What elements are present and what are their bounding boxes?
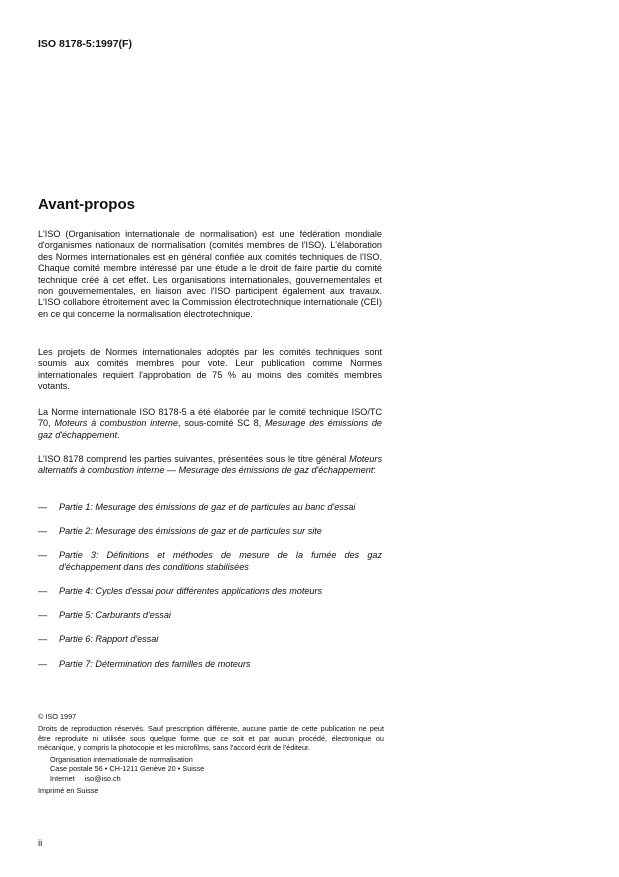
- dash-bullet: —: [38, 634, 48, 645]
- list-item: [38, 659, 382, 670]
- parts-list: [38, 502, 382, 683]
- part-title: Partie 6: Rapport d'essai: [59, 634, 159, 645]
- dash-bullet: —: [38, 502, 48, 512]
- document-id: ISO 8178-5:1997(F): [38, 38, 132, 50]
- internet-address: Internet iso@iso.ch: [50, 773, 121, 783]
- parts-intro-text: L'ISO 8178 comprend les parties suivantes, présentées sous le titre général: [38, 454, 350, 464]
- reproduction-rights: Droits de reproduction réservés. Sauf prescription différente, aucune partie de cette publication ne peut être reproduite ni utilisée sous quelque forme que ce soit et par aucun procédé, électronique ou mécanique, y compris la photocopie et les microfilms, sans l'accord écrit de l'éditeur.: [38, 724, 384, 752]
- list-item: [38, 586, 382, 597]
- foreword-paragraph-committee: La Norme internationale ISO 8178-5 a été élaborée par le comité technique ISO/TC 70, Moteurs à combustion interne, sous-comité SC 8, Mesurage des émissions de gaz d'échappement.: [38, 407, 382, 440]
- subcommittee-text: , sous-comité SC 8,: [178, 418, 265, 429]
- copyright-block: [38, 712, 384, 795]
- part-title: Partie 7: Détermination des familles de moteurs: [59, 658, 251, 669]
- postal-address: Case postale 56 • CH-1211 Genève 20 • Suisse: [50, 764, 205, 774]
- general-title: Moteurs alternatifs à combustion interne — Mesurage des émissions de gaz d'échappement: [38, 454, 382, 476]
- part-title: Partie 2: Mesurage des émissions de gaz et de particules sur site: [59, 526, 322, 537]
- foreword-paragraph-voting: Les projets de Normes internationales adoptés par les comités techniques sont soumis aux comités membres pour vote. Leur publication comme Normes internationales requiert l'approbation de 75 % au moins des comités membres votants.: [38, 347, 382, 392]
- committee-name: Moteurs à combustion interne: [54, 418, 179, 429]
- part-title: Partie 3: Définitions et méthodes de mesure de la fumée des gaz d'échappement dans des conditions stabilisées: [59, 550, 382, 572]
- list-item: [38, 502, 382, 513]
- part-title: Partie 4: Cycles d'essai pour différentes applications des moteurs: [59, 586, 323, 597]
- foreword-paragraph-parts-intro: L'ISO 8178 comprend les parties suivantes, présentées sous le titre général Moteurs alternatifs à combustion interne — Mesurage des émissions de gaz d'échappement:: [38, 454, 382, 476]
- page-number: ii: [38, 838, 43, 849]
- dash-bullet: —: [38, 658, 48, 669]
- part-title: Partie 1: Mesurage des émissions de gaz et de particules au banc d'essai: [59, 502, 356, 512]
- organisation-name: Organisation internationale de normalisation: [50, 755, 193, 765]
- part-title: Partie 5: Carburants d'essai: [59, 610, 171, 621]
- committee-text: La Norme internationale ISO 8178-5 a été élaborée par le comité technique ISO/TC 70,: [38, 407, 382, 429]
- dash-bullet: —: [38, 526, 48, 537]
- copyright-line: © ISO 1997: [38, 712, 77, 721]
- list-item: [38, 610, 382, 621]
- dash-bullet: —: [38, 586, 48, 597]
- list-item: [38, 634, 382, 645]
- foreword-title: Avant-propos: [38, 196, 135, 213]
- foreword-paragraph-iso-description: L'ISO (Organisation internationale de normalisation) est une fédération mondiale d'organismes nationaux de normalisation (comités membres de l'ISO). L'élaboration des Normes internationales est en général confiée aux comités techniques de l'ISO. Chaque comité membre intéressé par une étude a le droit de faire partie du comité technique créé à cet effet. Les organisations internationales, gouvernementales et non gouvernementales, en liaison avec l'ISO participent également aux travaux. L'ISO collabore étroitement avec la Commission électrotechnique internationale (CEI) en ce qui concerne la normalisation électrotechnique.: [38, 229, 382, 319]
- printed-in: Imprimé en Suisse: [38, 786, 99, 796]
- list-item: [38, 526, 382, 537]
- subcommittee-name: Mesurage des émissions de gaz d'échappement: [38, 418, 382, 440]
- dash-bullet: —: [38, 550, 48, 561]
- list-item: [38, 550, 382, 573]
- dash-bullet: —: [38, 610, 48, 621]
